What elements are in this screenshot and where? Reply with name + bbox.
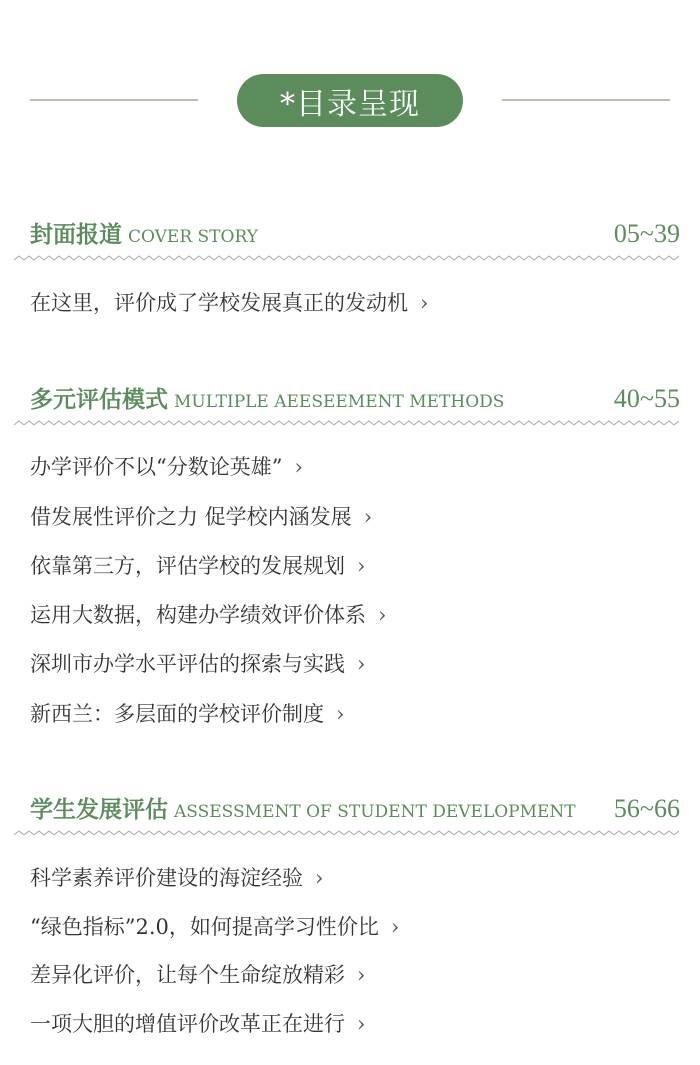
article-title: 新西兰：多层面的学校评价制度 (30, 702, 324, 726)
wavy-divider (14, 419, 679, 427)
article-title: 借发展性评价之力 促学校内涵发展 (30, 505, 352, 529)
wavy-divider (14, 254, 679, 262)
article-title: 差异化评价，让每个生命绽放精彩 (30, 963, 345, 987)
section-page-range: 56~66 (613, 794, 680, 823)
toc-article-link[interactable] (30, 959, 365, 989)
chevron-right-icon: › (357, 1012, 366, 1036)
chevron-right-icon: › (420, 291, 429, 315)
article-title: 办学评价不以“分数论英雄” (30, 455, 283, 479)
section-title: 封面报道 (30, 221, 122, 248)
section-header (30, 216, 680, 252)
section-header (30, 791, 680, 827)
article-title: 深圳市办学水平评估的探索与实践 (30, 652, 345, 676)
toc-article-link[interactable] (30, 451, 303, 481)
toc-title: *目录呈现 (280, 86, 420, 122)
section-title: 多元评估模式 (30, 386, 168, 413)
toc-article-link[interactable] (30, 599, 386, 629)
divider-left (30, 99, 198, 101)
section-english-title: ASSESSMENT OF STUDENT DEVELOPMENT (174, 802, 576, 822)
chevron-right-icon: › (363, 505, 373, 529)
section-page-range: 05~39 (613, 219, 680, 248)
toc-article-link[interactable] (30, 287, 428, 317)
chevron-right-icon: › (336, 702, 345, 726)
article-title: “绿色指标”2.0，如何提高学习性价比 (30, 915, 379, 939)
toc-section (30, 216, 680, 315)
toc-title-badge (237, 74, 463, 127)
toc-article-link[interactable] (30, 911, 399, 941)
article-title: 运用大数据，构建办学绩效评价体系 (30, 603, 366, 627)
toc-article-link[interactable] (30, 1008, 365, 1038)
chevron-right-icon: › (357, 963, 366, 987)
section-page-range: 40~55 (613, 384, 680, 413)
article-title: 一项大胆的增值评价改革正在进行 (30, 1012, 345, 1036)
chevron-right-icon: › (357, 652, 366, 676)
section-title: 学生发展评估 (30, 796, 168, 823)
toc-section (30, 791, 680, 1036)
toc-section (30, 381, 680, 726)
chevron-right-icon: › (378, 603, 387, 627)
section-english-title: MULTIPLE AEESEEMENT METHODS (174, 392, 505, 412)
chevron-right-icon: › (390, 915, 400, 939)
toc-article-link[interactable] (30, 862, 323, 892)
chevron-right-icon: › (294, 455, 303, 479)
chevron-right-icon: › (315, 866, 324, 890)
divider-right (502, 99, 670, 101)
chevron-right-icon: › (357, 554, 366, 578)
section-english-title: COVER STORY (128, 227, 258, 247)
article-title: 在这里，评价成了学校发展真正的发动机 (30, 291, 408, 315)
wavy-divider (14, 829, 679, 837)
article-title: 科学素养评价建设的海淀经验 (30, 866, 303, 890)
article-title: 依靠第三方，评估学校的发展规划 (30, 554, 345, 578)
section-header (30, 381, 680, 417)
toc-article-link[interactable] (30, 501, 372, 531)
toc-article-link[interactable] (30, 648, 365, 678)
toc-article-link[interactable] (30, 698, 344, 728)
toc-article-link[interactable] (30, 550, 365, 580)
